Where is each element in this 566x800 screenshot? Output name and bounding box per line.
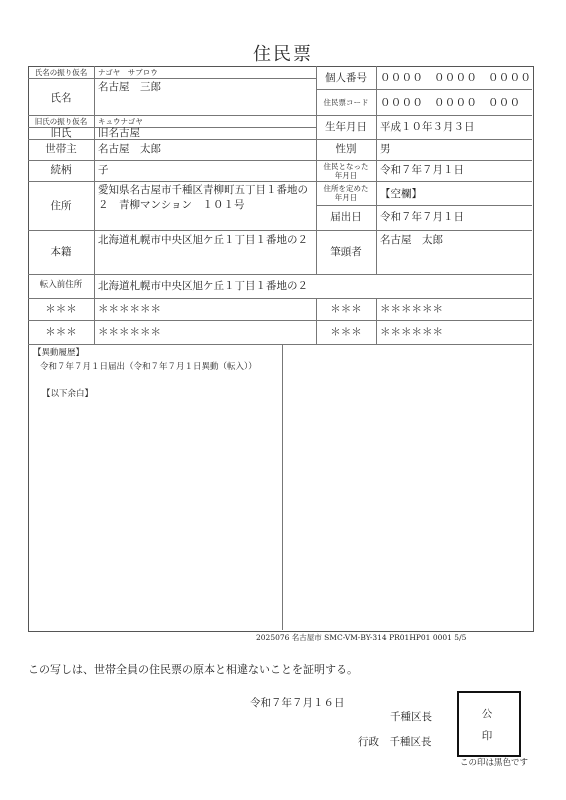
column-divider [94, 66, 95, 344]
issuer-title: 千種区長 [390, 711, 432, 723]
name-value: 名古屋 三郎 [98, 81, 161, 93]
document-title: 住民票 [253, 44, 313, 65]
birth-label: 生年月日 [325, 121, 367, 133]
seal-char-bottom: 印 [481, 730, 493, 742]
birth-value: 平成１０年３月３日 [380, 121, 475, 133]
resident-code-value: ００００ ００００ ０００ [380, 97, 521, 109]
masked-value: ＊＊＊＊＊＊ [98, 303, 161, 315]
history-end: 【以下余白】 [42, 389, 94, 399]
domicile-label: 本籍 [50, 246, 72, 258]
row-divider [28, 160, 316, 161]
sex-value: 男 [380, 143, 391, 155]
name-label: 氏名 [50, 92, 72, 104]
old-name-value: 旧名古屋 [98, 127, 140, 139]
masked-label: ＊＊＊ [45, 326, 77, 338]
row-divider [28, 115, 316, 116]
domicile-value: 北海道札幌市中央区旭ケ丘１丁目１番地の２ [98, 234, 308, 246]
column-divider [282, 344, 283, 630]
footer-meta: 2025076 名古屋市 SMC-VM-BY-314 PR01HP01 0001 5/5 [256, 633, 467, 642]
sex-label: 性別 [335, 143, 357, 155]
masked-value: ＊＊＊＊＊＊ [380, 326, 443, 338]
official-seal [457, 691, 521, 757]
my-number-value: ００００ ００００ ００００ [380, 72, 532, 84]
became-resident-label: 年月日 [334, 171, 358, 180]
history-entry: 令和７年７月１日届出（令和７年７月１日異動（転入）） [40, 362, 257, 372]
relation-label: 続柄 [50, 164, 72, 176]
masked-label: ＊＊＊ [330, 326, 362, 338]
seal-note: この印は黒色です [460, 758, 529, 768]
certification-text: この写しは、世帯全員の住民票の原本と相違ないことを証明する。 [28, 663, 358, 676]
masked-label: ＊＊＊ [45, 303, 77, 315]
address-line-2: ２ 青柳マンション １０１号 [98, 199, 245, 211]
row-divider [28, 78, 316, 79]
prev-address-label: 転入前住所 [39, 280, 83, 290]
masked-value: ＊＊＊＊＊＊ [98, 326, 161, 338]
head-label: 世帯主 [45, 143, 77, 155]
address-set-value: 【空欄】 [380, 188, 422, 200]
row-divider [316, 115, 532, 116]
prev-address-value: 北海道札幌市中央区旭ケ丘１丁目１番地の２ [98, 280, 308, 292]
column-divider [376, 66, 377, 274]
row-divider [316, 181, 532, 182]
old-furigana-label: 旧氏の振り仮名 [34, 117, 88, 126]
row-divider [316, 230, 532, 231]
row-divider [28, 181, 316, 182]
row-divider [28, 274, 532, 275]
address-set-label: 住所を定めた [323, 184, 369, 193]
row-divider [28, 230, 316, 231]
relation-value: 子 [98, 164, 109, 176]
address-set-label: 年月日 [334, 193, 358, 202]
resident-code-label: 住民票コード [323, 98, 369, 107]
my-number-label: 個人番号 [325, 72, 367, 84]
furigana-value: ナゴヤ サブロウ [98, 68, 158, 77]
furigana-label: 氏名の振り仮名 [34, 68, 88, 77]
issue-date: 令和７年７月１６日 [250, 697, 345, 709]
issuer-title-admin: 行政 千種区長 [358, 736, 432, 748]
household-holder-label: 筆頭者 [330, 246, 362, 258]
row-divider [28, 344, 532, 345]
row-divider [316, 205, 532, 206]
masked-label: ＊＊＊ [330, 303, 362, 315]
address-line-1: 愛知県名古屋市千種区青柳町五丁目１番地の [98, 184, 308, 196]
report-date-label: 届出日 [330, 211, 362, 223]
seal-char-top: 公 [481, 708, 493, 720]
head-value: 名古屋 太郎 [98, 143, 161, 155]
history-header: 【異動履歴】 [33, 348, 85, 358]
row-divider [316, 139, 532, 140]
masked-value: ＊＊＊＊＊＊ [380, 303, 443, 315]
address-label: 住所 [50, 200, 72, 212]
old-name-label: 旧氏 [50, 127, 72, 139]
row-divider [28, 320, 532, 321]
column-divider [376, 298, 377, 344]
row-divider [316, 89, 532, 90]
became-resident-value: 令和７年７月１日 [380, 164, 464, 176]
old-furigana-value: キュウナゴヤ [98, 117, 143, 126]
became-resident-label: 住民となった [323, 162, 369, 171]
report-date-value: 令和７年７月１日 [380, 211, 464, 223]
row-divider [28, 298, 532, 299]
household-holder-value: 名古屋 太郎 [380, 234, 443, 246]
row-divider [316, 160, 532, 161]
